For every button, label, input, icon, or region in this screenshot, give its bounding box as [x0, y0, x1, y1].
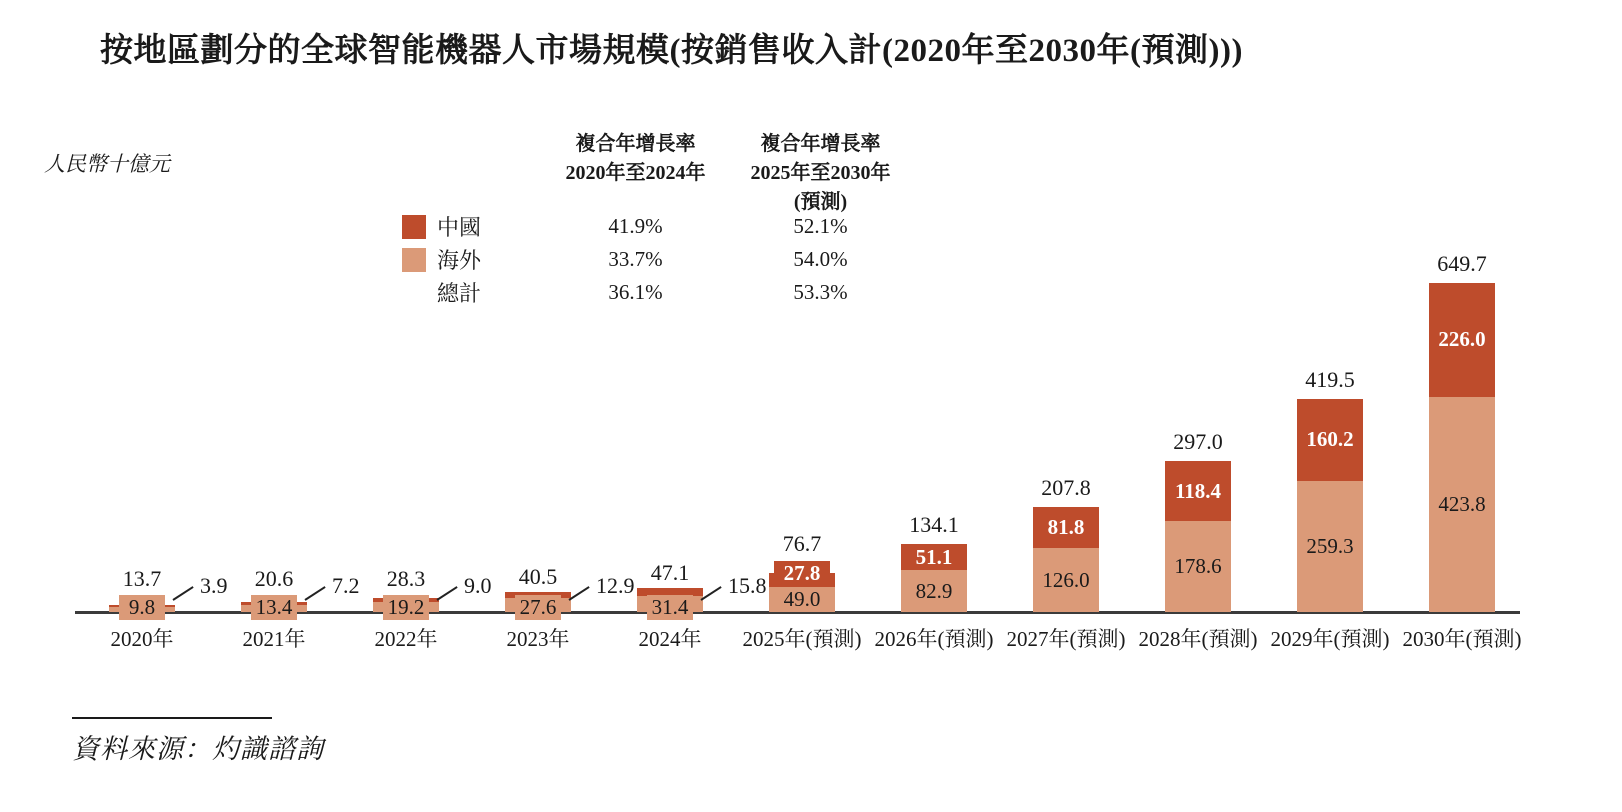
cagr-china-2025-2030: 52.1% [793, 214, 848, 238]
overseas-segment [1165, 521, 1231, 612]
total-label: 47.1 [650, 560, 690, 586]
cagr-overseas-2020-2024: 33.7% [608, 247, 663, 271]
cagr-header-2025-2030: 複合年增長率 2025年至2030年 (預測) [750, 133, 891, 213]
total-label: 20.6 [254, 566, 294, 591]
legend-label-china: 中國 [437, 215, 482, 240]
overseas-segment [1429, 397, 1495, 612]
x-axis-year-label: 2024年 [638, 627, 702, 651]
chart-title: 按地區劃分的全球智能機器人市場規模(按銷售收入計(2020年至2030年(預測))) [100, 33, 1243, 69]
cagr-header-2020-2024: 複合年增長率 2020年至2024年 [565, 133, 706, 184]
overseas-value-label: 423.8 [1438, 492, 1486, 517]
china-segment [901, 544, 967, 570]
china-value-label: 118.4 [1174, 478, 1222, 503]
bar-slot [76, 186, 228, 651]
overseas-segment [1033, 548, 1099, 612]
stacked-bar [1165, 461, 1231, 612]
china-value-label: 7.2 [332, 573, 360, 598]
bar-slot [604, 186, 767, 651]
x-axis-year-label: 2021年 [242, 627, 306, 651]
cagr-total-2025-2030: 53.3% [793, 280, 848, 304]
overseas-value-box: 49.0 [774, 587, 830, 611]
total-label: 297.0 [1173, 429, 1223, 455]
china-value-label: 51.1 [915, 544, 953, 569]
overseas-segment [901, 570, 967, 612]
overseas-value-box: 27.6 [515, 595, 561, 620]
china-segment [1429, 283, 1495, 398]
total-label: 76.7 [782, 531, 822, 556]
china-value-box: 27.8 [774, 561, 830, 586]
bar-slot [868, 186, 1000, 651]
x-axis-year-label: 2026年(預測) [874, 627, 994, 651]
legend-label-total: 總計 [437, 281, 482, 306]
china-value-label: 9.0 [464, 573, 492, 598]
stacked-bar [1297, 399, 1363, 612]
overseas-value-label: 259.3 [1306, 533, 1354, 558]
overseas-value-box: 9.8 [119, 595, 165, 620]
total-label: 13.7 [122, 566, 162, 591]
bar-slot [1264, 186, 1396, 651]
total-label: 134.1 [909, 512, 959, 538]
china-value-label: 12.9 [596, 573, 635, 598]
china-value-label: 226.0 [1438, 327, 1486, 352]
x-axis-year-label: 2023年 [506, 627, 570, 651]
bar-slot [1000, 186, 1132, 651]
x-axis-year-label: 2029年(預測) [1270, 627, 1390, 651]
chart-area [76, 186, 1528, 651]
china-segment [1033, 507, 1099, 549]
overseas-segment [1297, 481, 1363, 613]
bar-slot [340, 186, 492, 651]
total-label: 207.8 [1041, 474, 1091, 500]
cagr-overseas-2025-2030: 54.0% [793, 247, 848, 271]
overseas-value-box: 31.4 [647, 595, 693, 620]
total-label: 28.3 [386, 566, 426, 591]
stacked-bar [1033, 507, 1099, 612]
stacked-bar [901, 544, 967, 612]
overseas-value-label: 82.9 [915, 578, 953, 603]
x-axis-year-label: 2025年(預測) [742, 627, 862, 651]
total-label: 649.7 [1437, 250, 1487, 276]
cagr-total-2020-2024: 36.1% [608, 280, 663, 304]
overseas-value-box: 13.4 [251, 595, 297, 620]
bar-slot [472, 186, 635, 651]
x-axis-year-label: 2027年(預測) [1006, 627, 1126, 651]
china-segment [1297, 399, 1363, 480]
bar-slot [1132, 186, 1264, 651]
overseas-value-box: 19.2 [383, 595, 429, 620]
bar-slot [1396, 186, 1528, 651]
overseas-value-label: 126.0 [1042, 567, 1090, 592]
legend-label-overseas: 海外 [437, 248, 482, 273]
x-axis-year-label: 2022年 [374, 627, 438, 651]
stacked-bar [1429, 283, 1495, 612]
y-axis-unit-label: 人民幣十億元 [44, 152, 170, 176]
overseas-value-label: 178.6 [1174, 554, 1222, 579]
china-leader-line [700, 586, 721, 601]
x-axis-year-label: 2020年 [110, 627, 174, 651]
total-label: 40.5 [518, 563, 558, 589]
x-axis-year-label: 2030年(預測) [1402, 627, 1522, 651]
source-text: 資料來源：灼識諮詢 [72, 734, 324, 764]
china-value-label: 81.8 [1047, 514, 1085, 539]
bar-slot [208, 186, 360, 651]
source-divider-rule [72, 717, 272, 719]
x-axis-year-label: 2028年(預測) [1138, 627, 1258, 651]
china-value-label: 3.9 [200, 573, 228, 598]
china-segment [1165, 461, 1231, 521]
china-value-label: 160.2 [1306, 427, 1354, 452]
cagr-china-2020-2024: 41.9% [608, 214, 663, 238]
china-value-label: 15.8 [728, 573, 767, 598]
bar-slot [736, 186, 868, 651]
total-label: 419.5 [1305, 367, 1355, 393]
